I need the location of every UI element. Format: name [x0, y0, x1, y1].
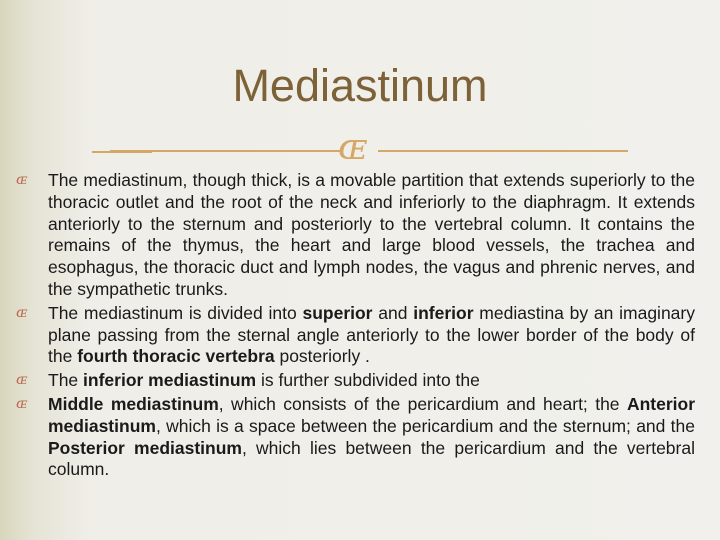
- bullet-text: and: [372, 302, 414, 323]
- bold-term: Anterior mediastinum: [48, 393, 696, 436]
- bold-term: Posterior mediastinum: [48, 437, 242, 458]
- bullet-icon: ɶ: [16, 304, 28, 321]
- bullet-icon: ɶ: [16, 372, 28, 389]
- bullet-text: mediastina by an imaginary plane passing from the sternal angle anteriorly to the lower border of the body of the: [48, 302, 695, 367]
- ornament-icon: ɶ: [338, 127, 367, 168]
- bold-term: inferior mediastinum: [83, 370, 257, 391]
- bold-term: superior: [302, 302, 373, 323]
- bold-term: Middle mediastinum: [48, 393, 219, 414]
- bullet-text: The mediastinum is divided into: [48, 302, 303, 323]
- bullet-text: The mediastinum, though thick, is a movable partition that extends superiorly to the thoracic outlet and the root of the neck and inferiorly to the diaphragm. It extends anteriorly to the sternum and posteriorly to the vertebral column. It contains the remains of the thymus, the heart and large blood vessels, the trachea and esophagus, the thoracic duct and lymph nodes, the vagus and phrenic nerves, and the sympathetic trunks.: [48, 170, 695, 299]
- bullet-icon: ɶ: [16, 395, 28, 412]
- title-divider-left: [110, 150, 340, 152]
- bullet-item: [16, 302, 695, 368]
- bullet-text: , which is a space between the pericardium and the sternum; and the: [155, 415, 695, 436]
- bold-term: fourth thoracic vertebra: [77, 346, 275, 367]
- slide-title: Mediastinum: [232, 60, 488, 111]
- bullet-icon: ɶ: [16, 172, 28, 188]
- bullet-text: , which lies between the pericardium and the vertebral column.: [48, 437, 695, 480]
- title-divider-right: [378, 150, 628, 152]
- bullet-item: [16, 170, 695, 301]
- bullet-item: [16, 393, 696, 481]
- bold-term: inferior: [413, 302, 474, 323]
- bullet-text: The: [48, 370, 84, 391]
- bullet-text: is further subdivided into the: [256, 370, 480, 391]
- bullet-list: [16, 170, 696, 483]
- bullet-text: posteriorly .: [274, 346, 370, 367]
- bullet-text: , which consists of the pericardium and heart; the: [218, 393, 627, 414]
- bullet-item: [16, 370, 695, 392]
